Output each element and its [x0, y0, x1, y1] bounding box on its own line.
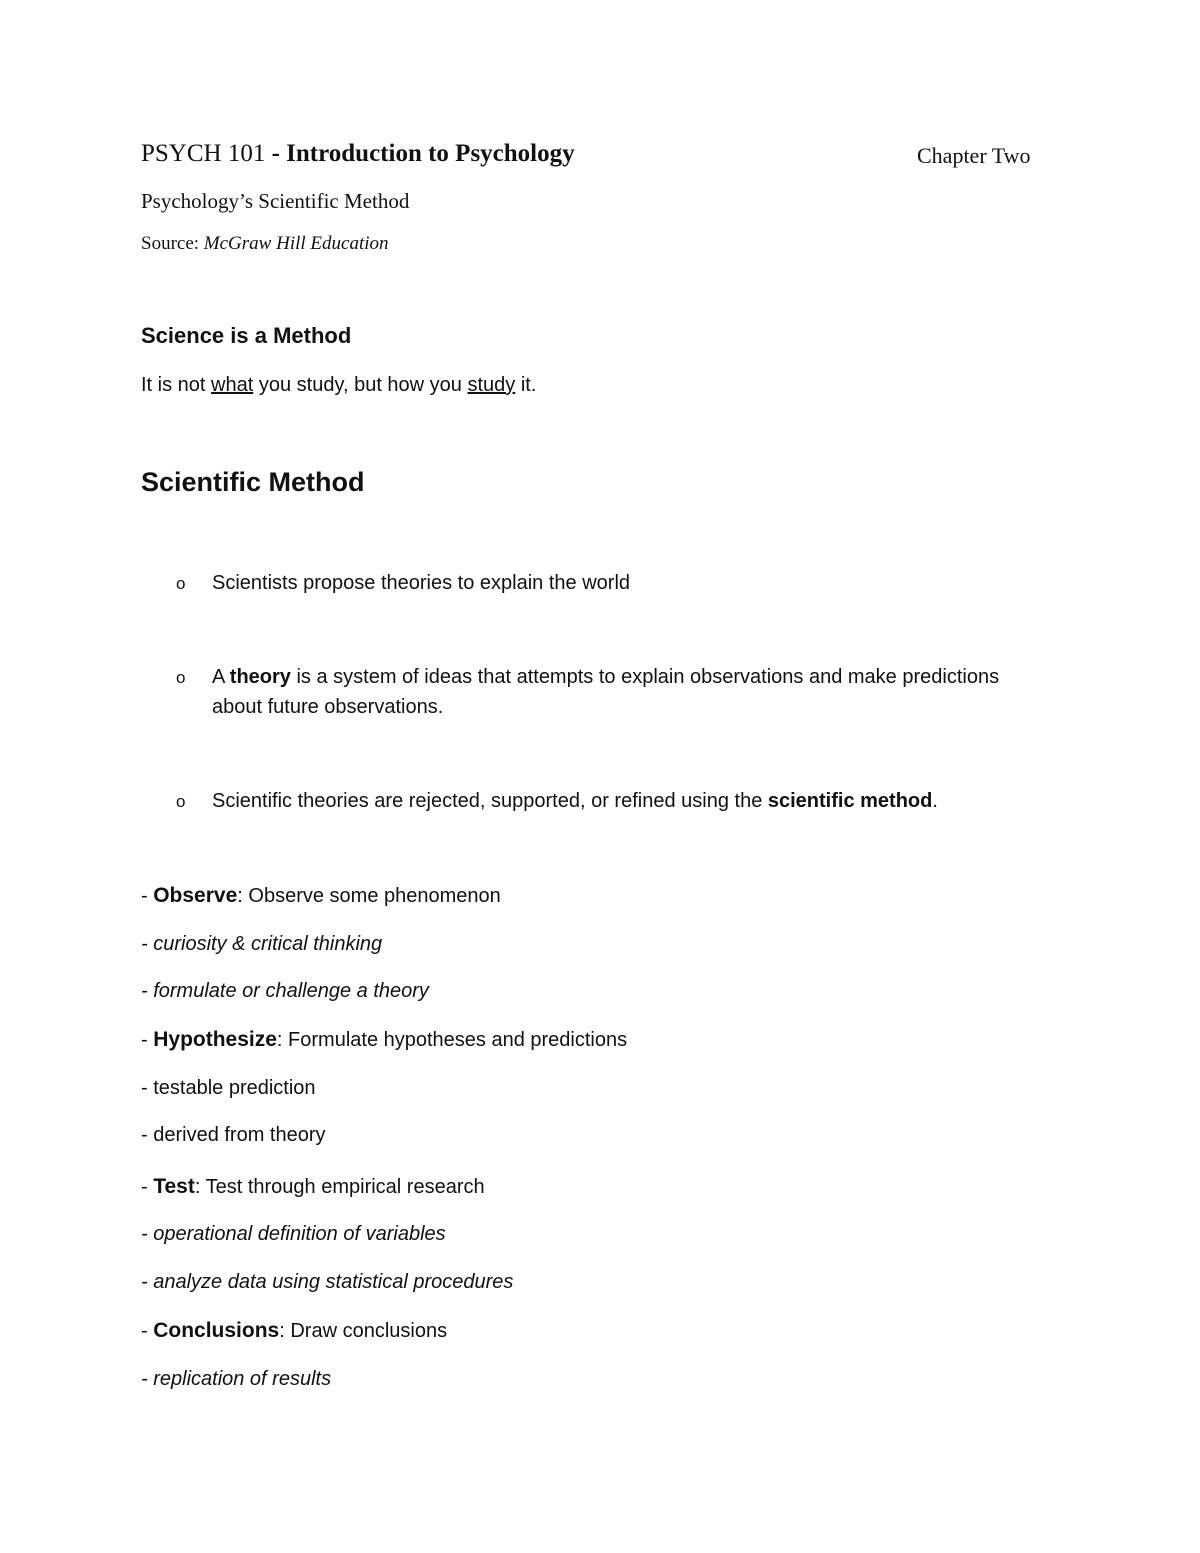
step-description: : Formulate hypotheses and predictions — [276, 1029, 628, 1051]
bullet-item: Scientists propose theories to explain the world — [212, 572, 631, 594]
step-detail: - formulate or challenge a theory — [141, 980, 429, 1002]
bullet-text: . — [932, 790, 938, 812]
step-term: Observe — [153, 884, 238, 907]
bullet-text: Scientific theories are rejected, supported, or refined using the — [212, 790, 768, 812]
source-line — [141, 233, 389, 255]
bold-term-theory: theory — [229, 666, 291, 688]
statement-text: you study, but how you — [253, 374, 468, 396]
bullet-text: is a system of ideas that attempts to explain observations and make predictions about future observations. — [212, 666, 1000, 718]
step-term: Hypothesize — [153, 1028, 277, 1051]
step-detail: - testable prediction — [141, 1077, 316, 1099]
chapter-label: Chapter Two — [917, 143, 1031, 168]
bullet-marker: o — [176, 792, 186, 811]
bullet-marker: o — [176, 574, 186, 593]
step-test — [141, 1175, 485, 1199]
bullet-item — [212, 786, 1012, 816]
bullet-text: A — [212, 666, 230, 688]
step-detail: - operational definition of variables — [141, 1223, 446, 1245]
step-hypothesize — [141, 1028, 627, 1052]
step-detail: - analyze data using statistical procedures — [141, 1271, 514, 1293]
section-heading-scientific-method: Scientific Method — [141, 467, 365, 497]
statement-text: it. — [515, 374, 537, 396]
source-value: McGraw Hill Education — [203, 233, 389, 254]
document-subtitle: Psychology’s Scientific Method — [141, 189, 410, 213]
step-dash: - — [141, 1029, 154, 1051]
step-dash: - — [141, 1320, 154, 1342]
step-description: : Test through empirical research — [194, 1176, 485, 1198]
section-heading-science: Science is a Method — [141, 323, 352, 348]
step-term: Conclusions — [153, 1319, 280, 1342]
course-name: - Introduction to Psychology — [271, 140, 575, 167]
step-conclusions — [141, 1319, 447, 1343]
bullet-marker: o — [176, 668, 186, 687]
step-observe — [141, 884, 501, 908]
underlined-study: study — [467, 374, 516, 396]
statement-text: It is not — [141, 374, 212, 396]
step-description: : Observe some phenomenon — [237, 885, 501, 907]
underlined-what: what — [211, 374, 254, 396]
step-detail: - curiosity & critical thinking — [141, 933, 383, 955]
course-title — [141, 140, 575, 168]
step-term: Test — [153, 1175, 195, 1198]
step-dash: - — [141, 885, 154, 907]
bold-term-scientific-method: scientific method — [767, 790, 933, 812]
science-statement — [141, 374, 536, 397]
step-dash: - — [141, 1176, 154, 1198]
step-detail: - replication of results — [141, 1368, 332, 1390]
course-code: PSYCH 101 — [141, 140, 272, 167]
step-detail: - derived from theory — [141, 1124, 326, 1146]
bullet-item — [212, 662, 1012, 722]
step-description: : Draw conclusions — [279, 1320, 448, 1342]
source-label: Source: — [141, 233, 204, 254]
